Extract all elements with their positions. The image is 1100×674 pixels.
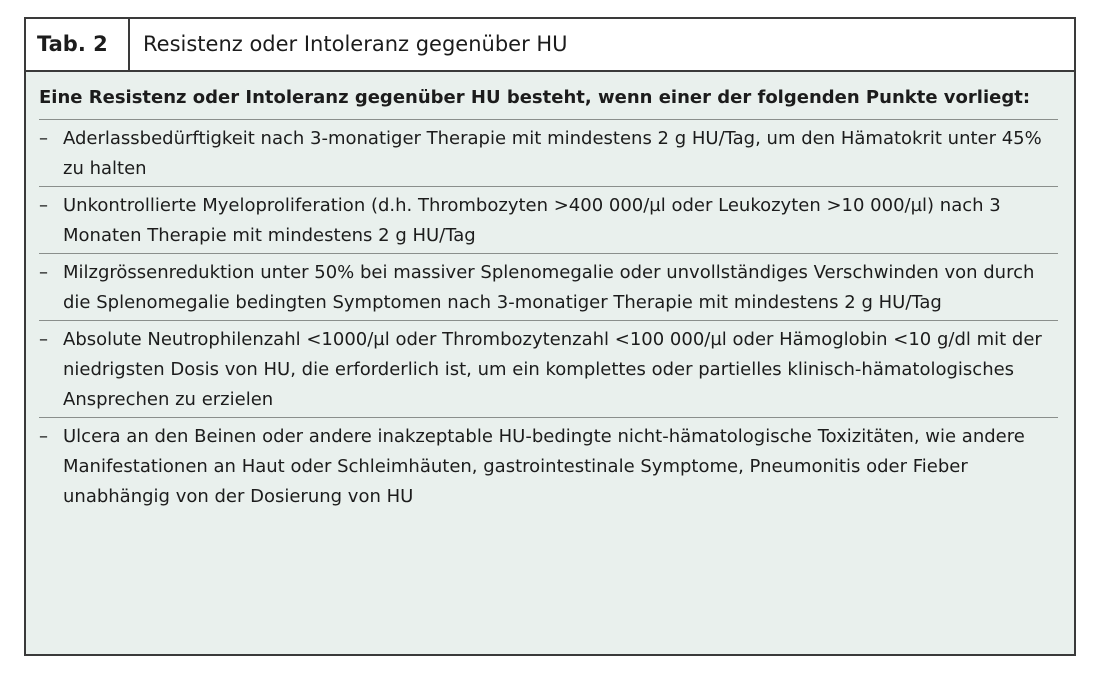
intro-text: Eine Resistenz oder Intoleranz gegenüber HU besteht, wenn einer der folgenden Punkte vorliegt: — [39, 87, 1031, 108]
dash-bullet: – — [39, 426, 48, 447]
table-header — [26, 19, 1074, 72]
list-item — [39, 186, 1058, 253]
list-item-text: Ulcera an den Beinen oder andere inakzeptable HU-bedingte nicht-hämatologische Toxizitäten, wie andere Manifestationen an Haut oder Schleimhäuten, gastrointestinale Symptome, Pneumonitis oder Fieber unabhängig von der Dosierung von HU — [63, 426, 1025, 507]
list-item-text: Unkontrollierte Myeloproliferation (d.h. Thrombozyten >400 000/µl oder Leukozyten >10 000/µl) nach 3 Monaten Therapie mit mindestens 2 g HU/Tag — [63, 195, 1001, 246]
dash-bullet: – — [39, 195, 48, 216]
table-body — [26, 83, 1074, 514]
table-box — [24, 17, 1076, 656]
dash-bullet: – — [39, 329, 48, 350]
dash-bullet: – — [39, 128, 48, 149]
list-item — [39, 119, 1058, 186]
list-item-text: Milzgrössenreduktion unter 50% bei massiver Splenomegalie oder unvollständiges Verschwinden von durch die Splenomegalie bedingten Symptomen nach 3-monatiger Therapie mit mindestens 2 g HU/Tag — [63, 262, 1035, 313]
list-item — [39, 253, 1058, 320]
list-item-text: Absolute Neutrophilenzahl <1000/µl oder Thrombozytenzahl <100 000/µl oder Hämoglobin <10 g/dl mit der niedrigsten Dosis von HU, die erforderlich ist, um ein komplettes oder partielles klinisch-hämatologisches Ansprechen zu erzielen — [63, 329, 1042, 410]
dash-bullet: – — [39, 262, 48, 283]
table-title: Resistenz oder Intoleranz gegenüber HU — [143, 32, 568, 56]
criteria-list — [39, 119, 1058, 514]
list-item — [39, 320, 1058, 417]
list-item-text: Aderlassbedürftigkeit nach 3-monatiger Therapie mit mindestens 2 g HU/Tag, um den Hämatokrit unter 45% zu halten — [63, 128, 1042, 179]
list-item — [39, 417, 1058, 514]
table-label: Tab. 2 — [26, 19, 130, 70]
